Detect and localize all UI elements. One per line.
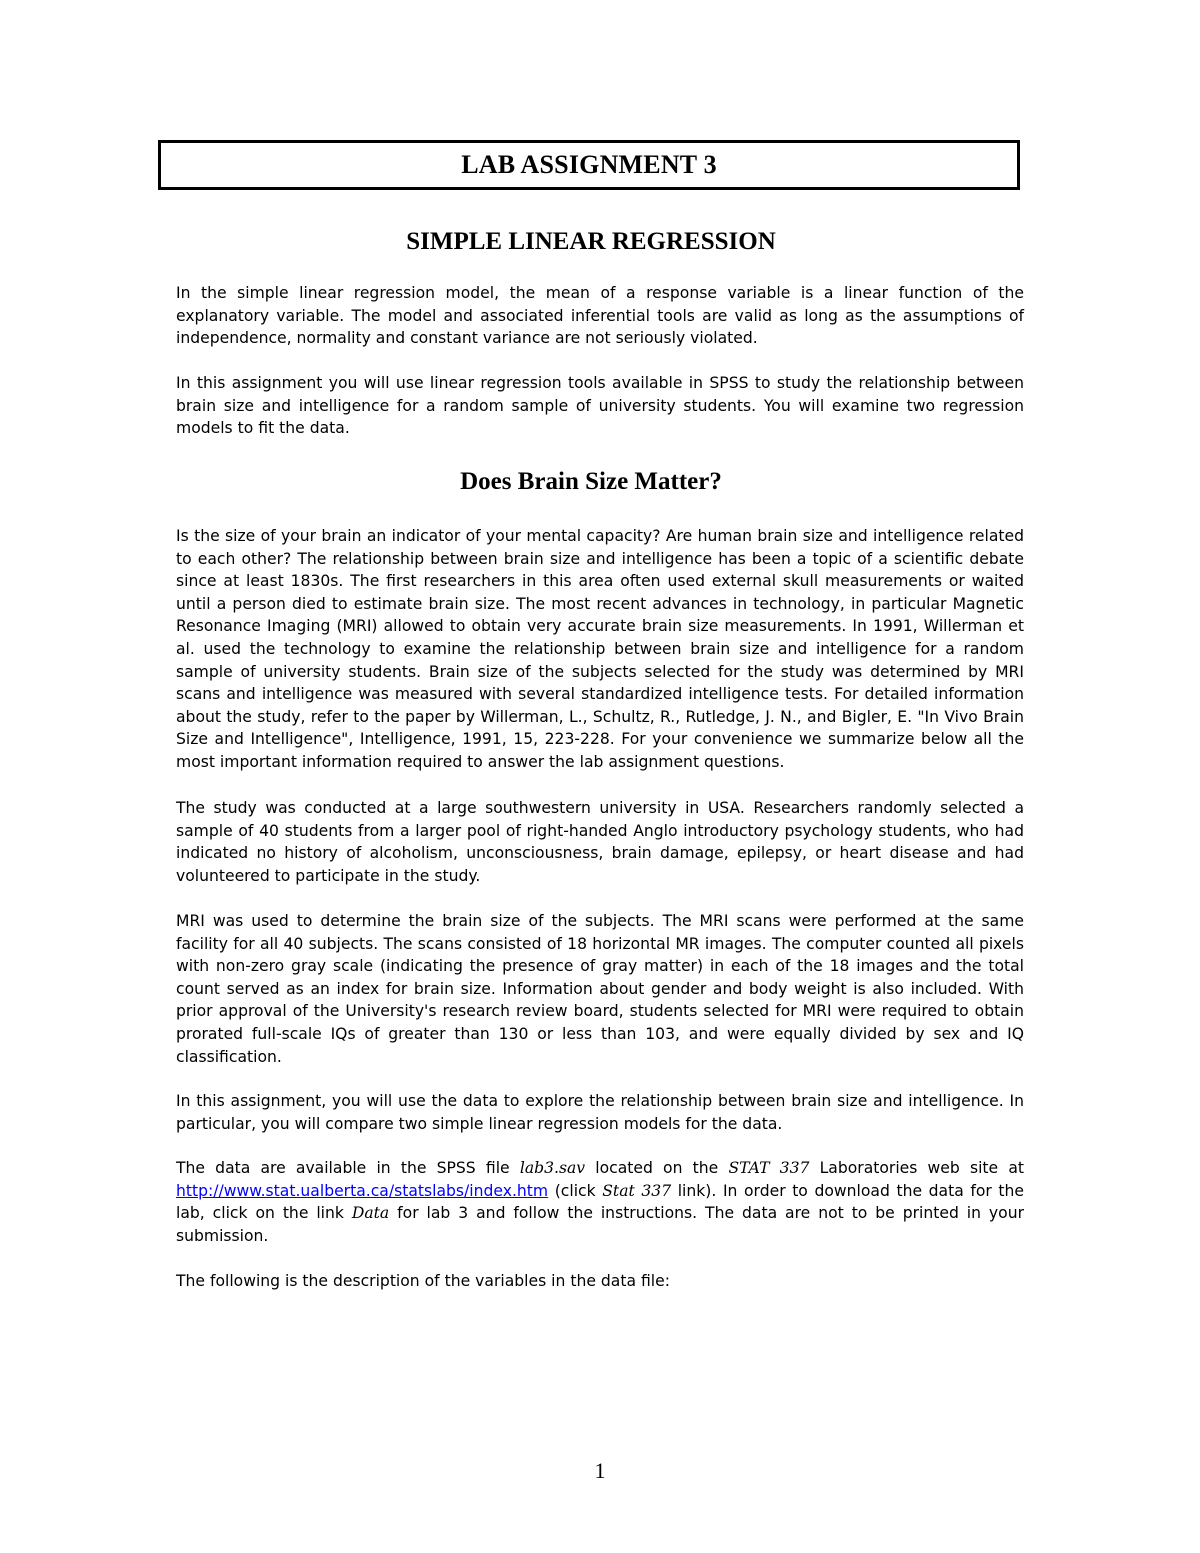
section-paragraph-2 — [176, 797, 1024, 887]
section-paragraph-2-text: The study was conducted at a large southwestern university in USA. Researchers randomly selected a sample of 40 students from a larger pool of right-handed Anglo introductory psychology students, who had indicated no history of alcoholism, unconsciousness, brain damage, epilepsy, or heart disease and had volunteered to participate in the study. — [176, 799, 1024, 885]
section-paragraph-1-text: Is the size of your brain an indicator of your mental capacity? Are human brain size and intelligence related to each other? The relationship between brain size and intelligence has been a topic of a scientific debate since at least 1830s. The first researchers in this area often used external skull measurements or waited until a person died to estimate brain size. The most recent advances in technology, in particular Magnetic Resonance Imaging (MRI) allowed to obtain very accurate brain size measurements. In 1991, Willerman et al. used the technology to examine the relationship between brain size and intelligence for a random sample of university students. Brain size of the subjects selected for the study was determined by MRI scans and intelligence was measured with several standardized intelligence tests. For detailed information about the study, refer to the paper by Willerman, L., Schultz, R., Rutledge, J. N., and Bigler, E. "In Vivo Brain Size and Intelligence", Intelligence, 1991, 15, 223-228. For your convenience we summarize below all the most important information required to answer the lab assignment questions. — [176, 527, 1024, 771]
data-availability-paragraph — [176, 1157, 1024, 1247]
data-text-2: located on the — [585, 1159, 729, 1177]
page-number: 1 — [594, 1458, 606, 1483]
title-box — [158, 140, 1020, 190]
document-title: LAB ASSIGNMENT 3 — [461, 150, 717, 179]
main-heading: SIMPLE LINEAR REGRESSION — [406, 228, 776, 255]
section-paragraph-4-text: In this assignment, you will use the data to explore the relationship between brain size and intelligence. In particular, you will compare two simple linear regression models for the data. — [176, 1092, 1024, 1133]
data-text-4: (click — [548, 1181, 603, 1200]
section-heading: Does Brain Size Matter? — [460, 468, 722, 495]
intro-paragraph-1 — [176, 282, 1024, 350]
stat-labs-link[interactable]: http://www.stat.ualberta.ca/statslabs/index.htm — [176, 1181, 549, 1200]
data-text-3: Laboratories web site at — [809, 1159, 1024, 1177]
section-paragraph-3-text: MRI was used to determine the brain size of the subjects. The MRI scans were performed at the same facility for all 40 subjects. The scans consisted of 18 horizontal MR images. The computer counted all pixels with non-zero gray scale (indicating the presence of gray matter) in each of the 18 images and the total count served as an index for brain size. Information about gender and body weight is also included. With prior approval of the University's research review board, students selected for MRI were required to obtain prorated full-scale IQs of greater than 130 or less than 103, and were equally divided by sex and IQ classification. — [176, 912, 1024, 1066]
final-paragraph — [176, 1270, 1024, 1293]
course-name: STAT 337 — [728, 1159, 810, 1177]
data-link-name: Data — [351, 1204, 390, 1223]
data-text-5: link). In order to download the data for the lab, click on the link — [176, 1181, 1024, 1223]
click-target-name: Stat 337 — [602, 1181, 672, 1200]
data-text-1: The data are available in the SPSS file — [176, 1159, 520, 1177]
section-paragraph-4 — [176, 1090, 1024, 1135]
intro-paragraph-2 — [176, 372, 1024, 440]
intro-paragraph-2-text: In this assignment you will use linear regression tools available in SPSS to study the relationship between brain size and intelligence for a random sample of university students. You will examine two regression models to fit the data. — [176, 374, 1024, 438]
intro-paragraph-1-text: In the simple linear regression model, the mean of a response variable is a linear function of the explanatory variable. The model and associated inferential tools are valid as long as the assumptions of independence, normality and constant variance are not seriously violated. — [176, 284, 1024, 348]
section-paragraph-3 — [176, 910, 1024, 1068]
section-paragraph-1 — [176, 525, 1024, 774]
final-paragraph-text: The following is the description of the variables in the data file: — [176, 1272, 670, 1290]
data-file-name: lab3.sav — [519, 1159, 586, 1177]
data-text-6: for lab 3 and follow the instructions. The data are not to be printed in your submission. — [176, 1204, 1024, 1245]
data-availability-text — [176, 1157, 1024, 1247]
